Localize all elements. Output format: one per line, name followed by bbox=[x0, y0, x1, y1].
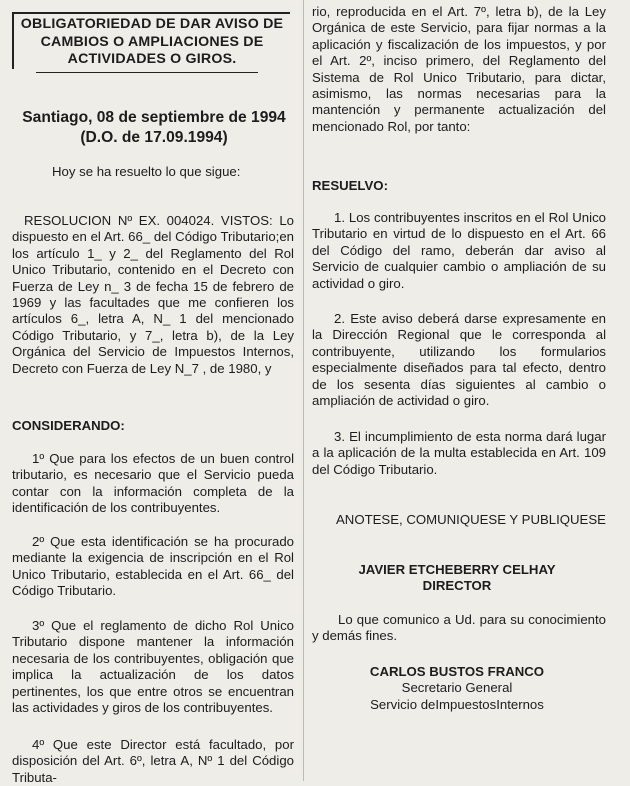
signature-director bbox=[312, 562, 602, 595]
secretary-name: CARLOS BUSTOS FRANCO bbox=[369, 664, 545, 679]
date-block bbox=[14, 108, 294, 148]
director-name: JAVIER ETCHEBERRY CELHAY bbox=[358, 562, 556, 577]
title-line-1: OBLIGATORIEDAD DE DAR AVISO DE bbox=[20, 16, 284, 32]
communique-text: Lo que comunico a Ud. para su conocimiento y demás fines. bbox=[312, 612, 606, 644]
resolution-point-2: 2. Este aviso deberá darse expresamente en la Dirección Regional que le corresponda al contribuyente, utilizando los formularios especialmente diseñados para tal efecto, dentro de los sesenta días siguientes al cambio o ampliación de actividad o giro. bbox=[312, 311, 606, 409]
considerando-2: 2º Que esta identificación se ha procurado mediante la exigencia de inscripción en el Rol Unico Tributario, establecida en el Art. 66_ del Código Tributario. bbox=[12, 534, 294, 599]
title-line-2: CAMBIOS O AMPLIACIONES DE bbox=[40, 33, 264, 50]
resolution-point-3: 3. El incumplimiento de esta norma dará lugar a la aplicación de la multa establecida en Art. 109 del Código Tributario. bbox=[312, 429, 606, 477]
resuelvo-heading: RESUELVO: bbox=[312, 178, 388, 193]
title-line-3: ACTIVIDADES O GIROS. bbox=[67, 51, 237, 67]
director-title: DIRECTOR bbox=[422, 578, 492, 594]
considerando-heading: CONSIDERANDO: bbox=[12, 418, 125, 433]
issue-date: Santiago, 08 de septiembre de 1994 bbox=[22, 109, 286, 126]
signature-secretary bbox=[312, 664, 602, 713]
considerando-1: 1º Que para los efectos de un buen control tributario, es necesario que el Servicio pueda contar con la información completa de la identificación de los contribuyentes. bbox=[12, 451, 294, 516]
considerando-4: 4º Que este Director está facultado, por disposición del Art. 6º, letra A, Nº 1 del Código Tributa- bbox=[12, 737, 294, 785]
continuation-text: rio, reproducida en el Art. 7º, letra b), de la Ley Orgánica de este Servicio, para fijar normas a la aplicación y fiscalización de los impuestos, y por el Art. 2º, inciso primero, del Reglamento del Sistema de Rol Unico Tributario, para dictar, asimismo, las normas necesarias para la mantención y permanente actualización del mencionado Rol, por tanto: bbox=[312, 4, 606, 134]
title-underline bbox=[36, 72, 258, 73]
intro-text: Hoy se ha resuelto lo que sigue: bbox=[52, 164, 241, 179]
resolution-vistos: RESOLUCION Nº EX. 004024. VISTOS: Lo dispuesto en el Art. 66_ del Código Tributario;en los artículo 1_ y 2_ del Reglamento del Rol Unico Tributario, contenido en el Decreto con Fuerza de Ley n_ 3 de fecha 15 de febrero de 1969 y las facultades que me confieren los artículos 6_, letra A, N_ 1 del mencionado Código Tributario, y 7_, letra b), de la Ley Orgánica del Servicio de Impuestos Internos, Decreto con Fuerza de Ley N_7 , de 1980, y bbox=[12, 213, 294, 376]
resolution-point-1: 1. Los contribuyentes inscritos en el Rol Unico Tributario en virtud de lo dispuesto en el Art. 66 del Código del ramo, deberán dar aviso al Servicio de cualquier cambio o ampliación de su actividad o giro. bbox=[312, 210, 606, 291]
secretary-organization: Servicio deImpuestosInternos bbox=[370, 696, 544, 712]
anotese-line: ANOTESE, COMUNIQUESE Y PUBLIQUESE bbox=[336, 512, 606, 527]
document-title bbox=[12, 12, 290, 69]
column-divider bbox=[303, 0, 304, 781]
secretary-title: Secretario General bbox=[401, 680, 513, 696]
official-gazette-date: (D.O. de 17.09.1994) bbox=[80, 129, 228, 146]
considerando-3: 3º Que el reglamento de dicho Rol Unico Tributario dispone mantener la información necesaria de los contribuyentes, obligación que implica la actualización de los datos pertinentes, los que entre otros se encuentran las actividades y giros de los contribuyentes. bbox=[12, 618, 294, 716]
